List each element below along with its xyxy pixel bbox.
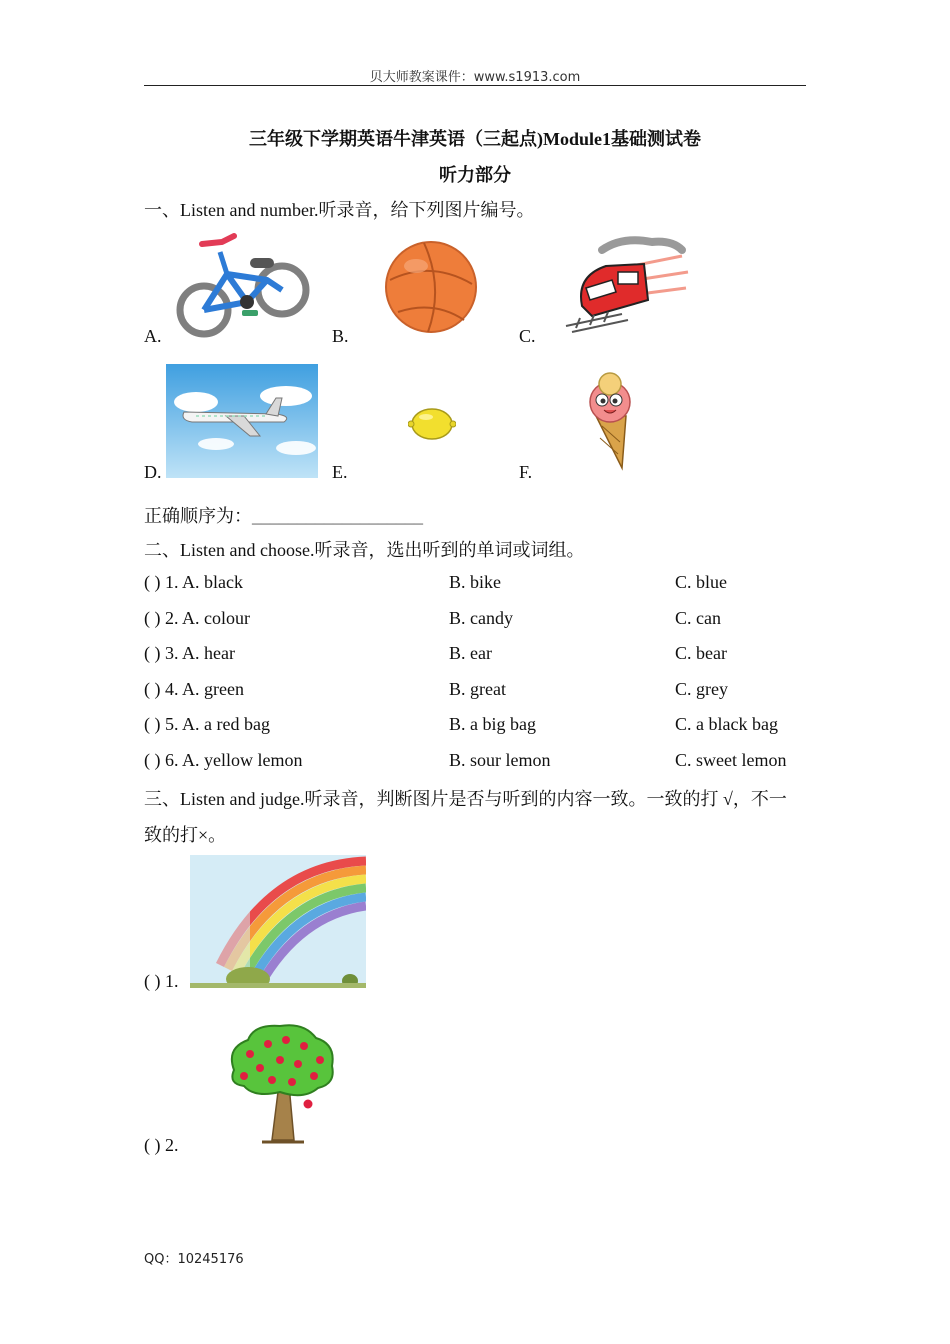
airplane-icon xyxy=(166,364,318,478)
q6-option-c[interactable]: C. sweet lemon xyxy=(675,750,787,770)
rainbow-icon xyxy=(190,855,366,988)
item-f-label: F. xyxy=(519,462,533,482)
section3-heading-line1: 三、Listen and judge.听录音，判断图片是否与听到的内容一致。一致的打 √，不一 xyxy=(144,789,787,809)
train-icon xyxy=(562,236,690,336)
header-divider xyxy=(144,85,806,86)
apple-tree-icon xyxy=(224,1022,338,1144)
q5-option-a[interactable]: ( ) 5. A. a red bag xyxy=(144,714,270,734)
q2-option-a[interactable]: ( ) 2. A. colour xyxy=(144,608,250,628)
answer-blank[interactable]: ___________________ xyxy=(252,506,423,526)
q5-option-b[interactable]: B. a big bag xyxy=(449,714,536,734)
section2-heading: 二、Listen and choose.听录音，选出听到的单词或词组。 xyxy=(144,540,585,560)
q4-option-a[interactable]: ( ) 4. A. green xyxy=(144,679,244,699)
section1-heading: 一、Listen and number.听录音，给下列图片编号。 xyxy=(144,200,535,220)
section3-heading-line2: 致的打×。 xyxy=(144,825,227,845)
bicycle-icon xyxy=(172,232,312,342)
q3-option-a[interactable]: ( ) 3. A. hear xyxy=(144,643,235,663)
answer-line xyxy=(144,502,423,528)
item-b-label: B. xyxy=(332,326,349,346)
answer-label: 正确顺序为： xyxy=(144,506,252,526)
page-header: 贝大师教案课件：www.s1913.com xyxy=(369,70,581,85)
q1-option-c[interactable]: C. blue xyxy=(675,572,727,592)
item-a-label: A. xyxy=(144,326,162,346)
q4-option-c[interactable]: C. grey xyxy=(675,679,728,699)
item-c-label: C. xyxy=(519,326,536,346)
judge-item-1-label: ( ) 1. xyxy=(144,971,179,991)
page-footer: QQ：10245176 xyxy=(144,1252,244,1267)
q6-option-b[interactable]: B. sour lemon xyxy=(449,750,551,770)
item-d-label: D. xyxy=(144,462,162,482)
q2-option-b[interactable]: B. candy xyxy=(449,608,513,628)
q5-option-c[interactable]: C. a black bag xyxy=(675,714,778,734)
q1-option-b[interactable]: B. bike xyxy=(449,572,501,592)
q1-option-a[interactable]: ( ) 1. A. black xyxy=(144,572,243,592)
lemon-icon xyxy=(408,406,456,442)
q3-option-c[interactable]: C. bear xyxy=(675,643,727,663)
q3-option-b[interactable]: B. ear xyxy=(449,643,492,663)
ball-icon xyxy=(384,240,479,335)
page-title: 三年级下学期英语牛津英语（三起点)Module1基础测试卷 xyxy=(249,129,701,149)
q2-option-c[interactable]: C. can xyxy=(675,608,721,628)
ice-cream-icon xyxy=(582,372,642,472)
judge-item-2-label: ( ) 2. xyxy=(144,1135,179,1155)
page-subtitle: 听力部分 xyxy=(439,165,511,185)
q6-option-a[interactable]: ( ) 6. A. yellow lemon xyxy=(144,750,303,770)
q4-option-b[interactable]: B. great xyxy=(449,679,506,699)
item-e-label: E. xyxy=(332,462,348,482)
